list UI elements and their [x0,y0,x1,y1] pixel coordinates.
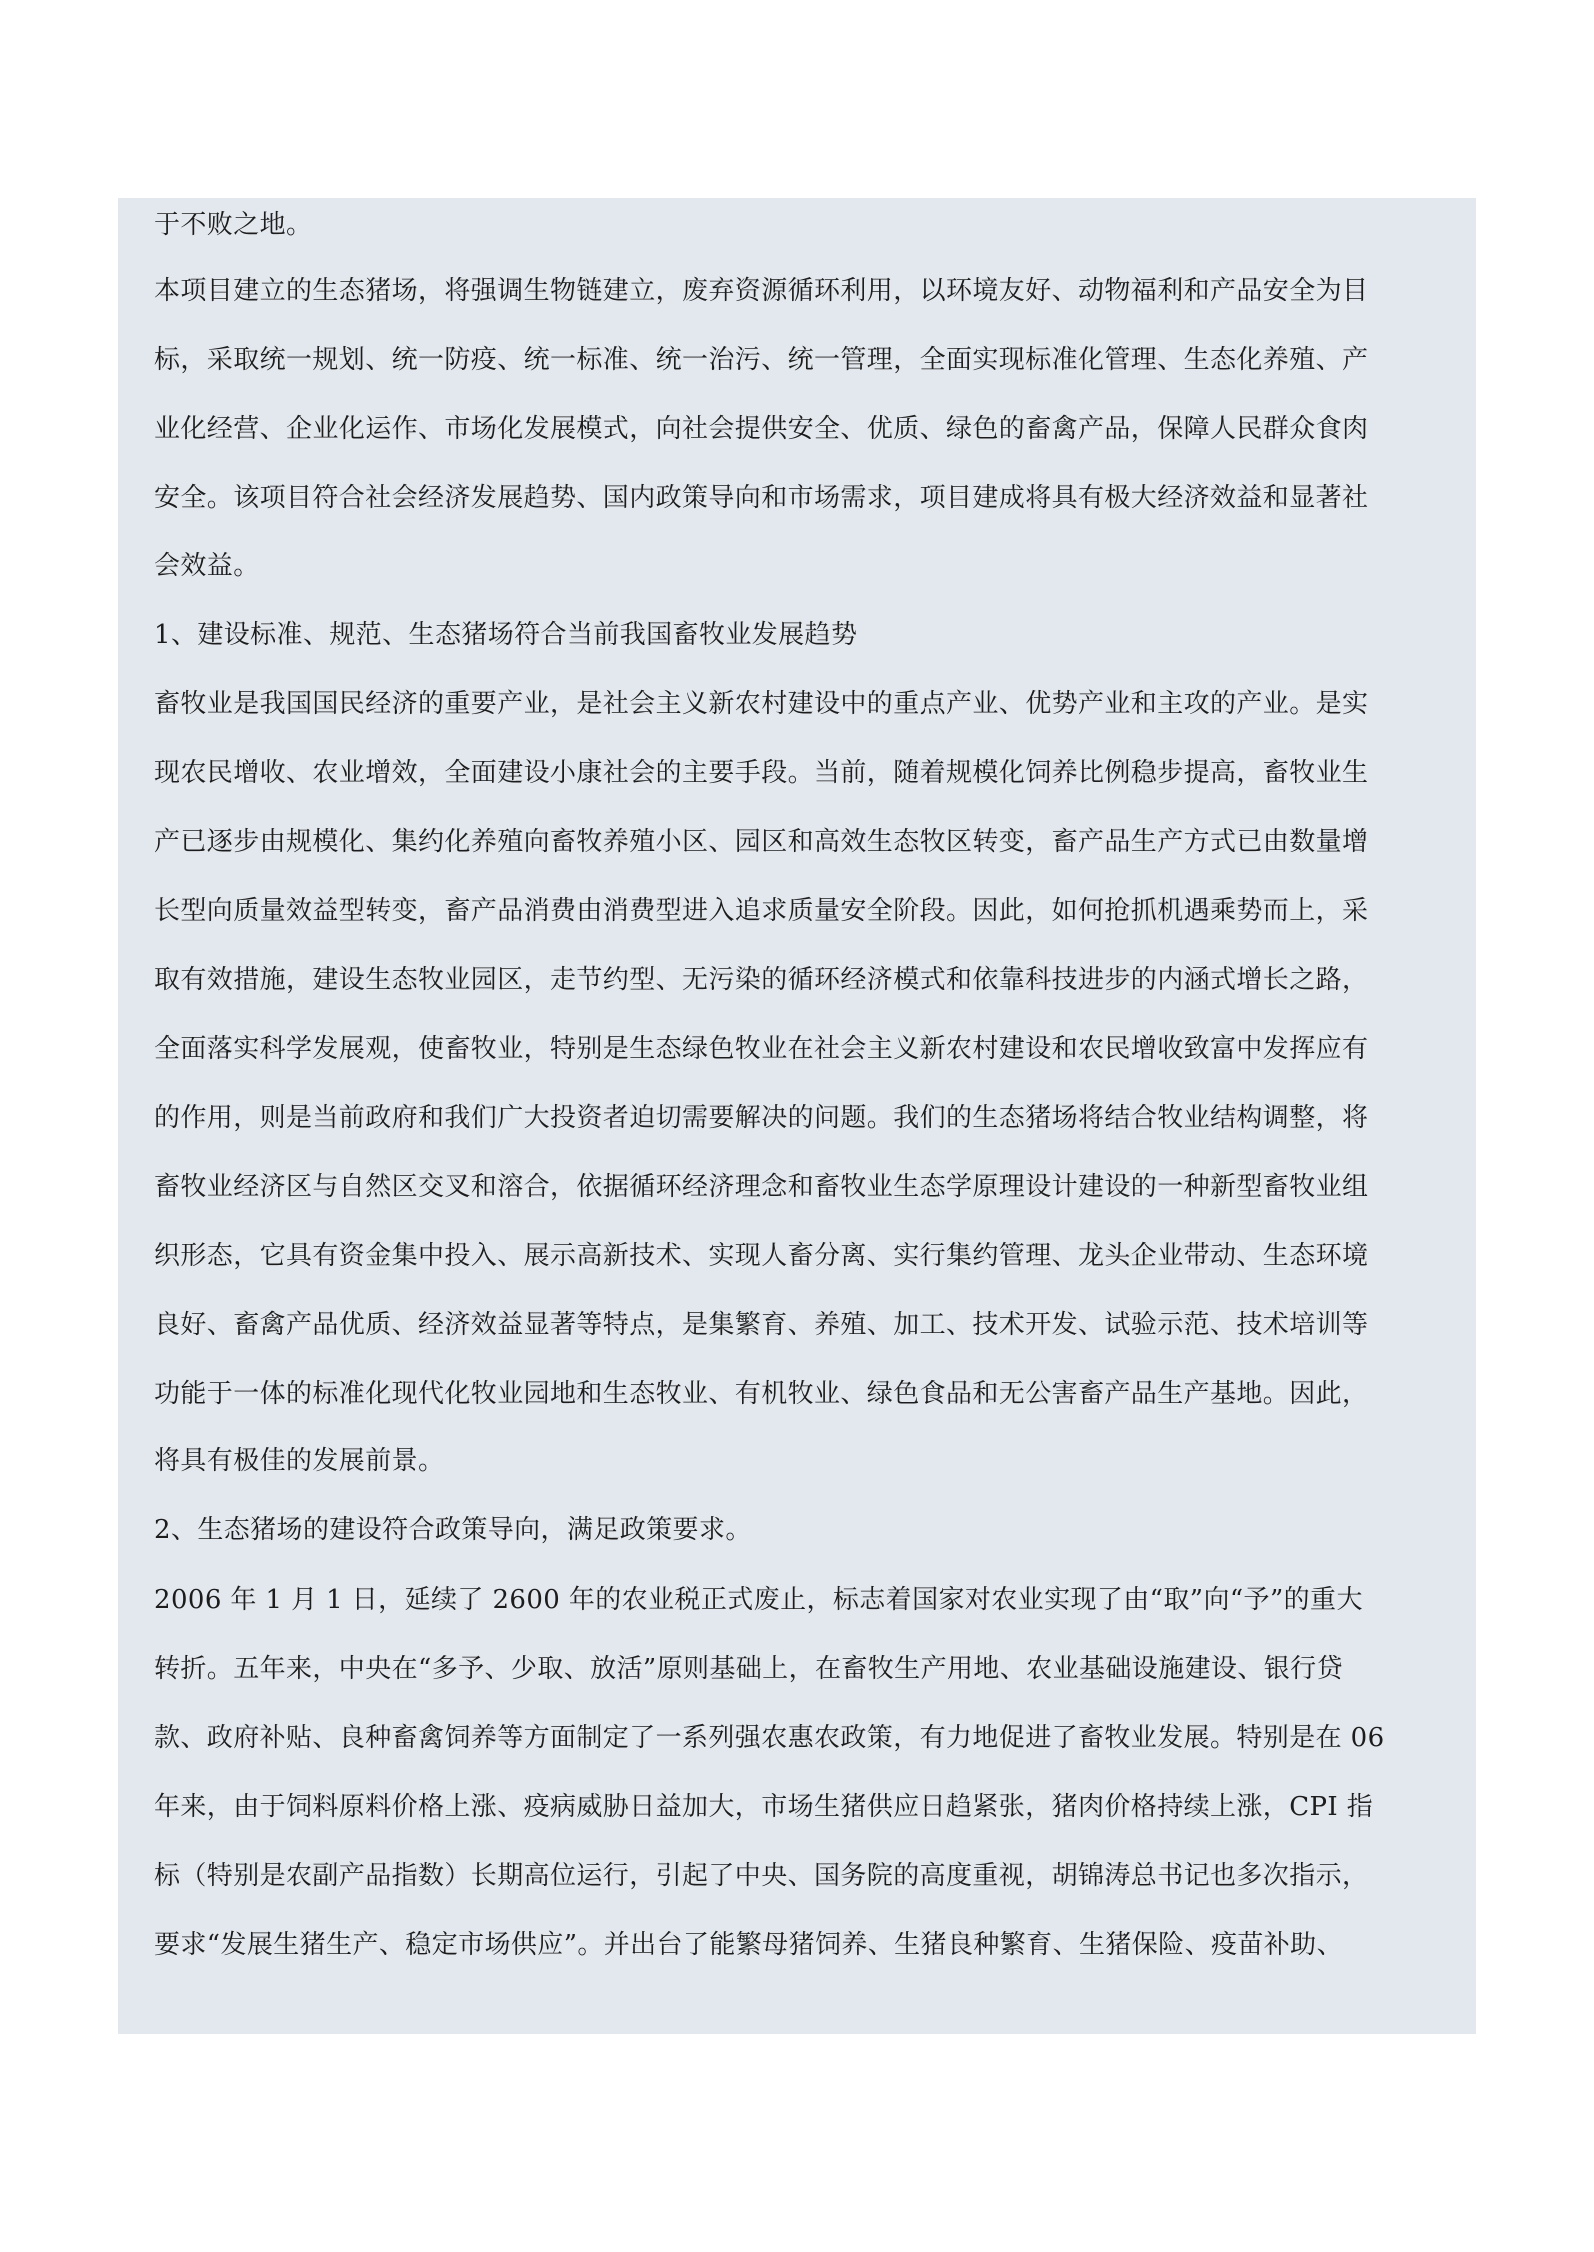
text-line: 会效益。 [154,551,260,581]
text-line: 的作用，则是当前政府和我们广大投资者迫切需要解决的问题。我们的生态猪场将结合牧业结构调整，将 [154,1103,1369,1133]
text-line: 功能于一体的标准化现代化牧业园地和生态牧业、有机牧业、绿色食品和无公害畜产品生产基地。因此， [154,1379,1369,1409]
text-line: 取有效措施，建设生态牧业园区，走节约型、无污染的循环经济模式和依靠科技进步的内涵式增长之路， [154,965,1369,995]
text-line: 业化经营、企业化运作、市场化发展模式，向社会提供安全、优质、绿色的畜禽产品，保障人民群众食肉 [154,414,1369,444]
text-line: 长型向质量效益型转变，畜产品消费由消费型进入追求质量安全阶段。因此，如何抢抓机遇乘势而上，采 [154,896,1369,926]
section-heading: 1、建设标准、规范、生态猪场符合当前我国畜牧业发展趋势 [154,620,858,650]
section-heading: 2、生态猪场的建设符合政策导向，满足政策要求。 [154,1515,752,1545]
text-line: 于不败之地。 [154,210,313,240]
text-line: 畜牧业经济区与自然区交叉和溶合，依据循环经济理念和畜牧业生态学原理设计建设的一种新型畜牧业组 [154,1172,1369,1202]
text-line: 织形态，它具有资金集中投入、展示高新技术、实现人畜分离、实行集约管理、龙头企业带动、生态环境 [154,1241,1369,1271]
text-line: 标，采取统一规划、统一防疫、统一标准、统一治污、统一管理，全面实现标准化管理、生态化养殖、产 [154,345,1369,375]
text-line: 2006 年 1 月 1 日，延续了 2600 年的农业税正式废止，标志着国家对农业实现了由“取”向“予”的重大 [154,1585,1363,1615]
text-line: 标（特别是农副产品指数）长期高位运行，引起了中央、国务院的高度重视，胡锦涛总书记也多次指示， [154,1861,1369,1891]
text-line: 款、政府补贴、良种畜禽饲养等方面制定了一系列强农惠农政策，有力地促进了畜牧业发展。特别是在 06 [154,1723,1385,1753]
text-line: 转折。五年来，中央在“多予、少取、放活”原则基础上，在畜牧生产用地、农业基础设施建设、银行贷 [154,1654,1343,1684]
text-line: 产已逐步由规模化、集约化养殖向畜牧养殖小区、园区和高效生态牧区转变，畜产品生产方式已由数量增 [154,827,1369,857]
text-line: 畜牧业是我国国民经济的重要产业，是社会主义新农村建设中的重点产业、优势产业和主攻的产业。是实 [154,689,1369,719]
text-line: 安全。该项目符合社会经济发展趋势、国内政策导向和市场需求，项目建成将具有极大经济效益和显著社 [154,483,1369,513]
text-line: 现农民增收、农业增效，全面建设小康社会的主要手段。当前，随着规模化饲养比例稳步提高，畜牧业生 [154,758,1369,788]
text-line: 全面落实科学发展观，使畜牧业，特别是生态绿色牧业在社会主义新农村建设和农民增收致富中发挥应有 [154,1034,1369,1064]
text-line: 良好、畜禽产品优质、经济效益显著等特点，是集繁育、养殖、加工、技术开发、试验示范、技术培训等 [154,1310,1369,1340]
text-line: 要求“发展生猪生产、稳定市场供应”。并出台了能繁母猪饲养、生猪良种繁育、生猪保险、疫苗补助、 [154,1930,1343,1960]
document-text-panel [118,198,1476,2034]
text-line: 年来，由于饲料原料价格上涨、疫病威胁日益加大，市场生猪供应日趋紧张，猪肉价格持续上涨，CPI 指 [154,1792,1374,1822]
text-line: 本项目建立的生态猪场，将强调生物链建立，废弃资源循环利用，以环境友好、动物福利和产品安全为目 [154,276,1369,306]
text-line: 将具有极佳的发展前景。 [154,1446,445,1476]
